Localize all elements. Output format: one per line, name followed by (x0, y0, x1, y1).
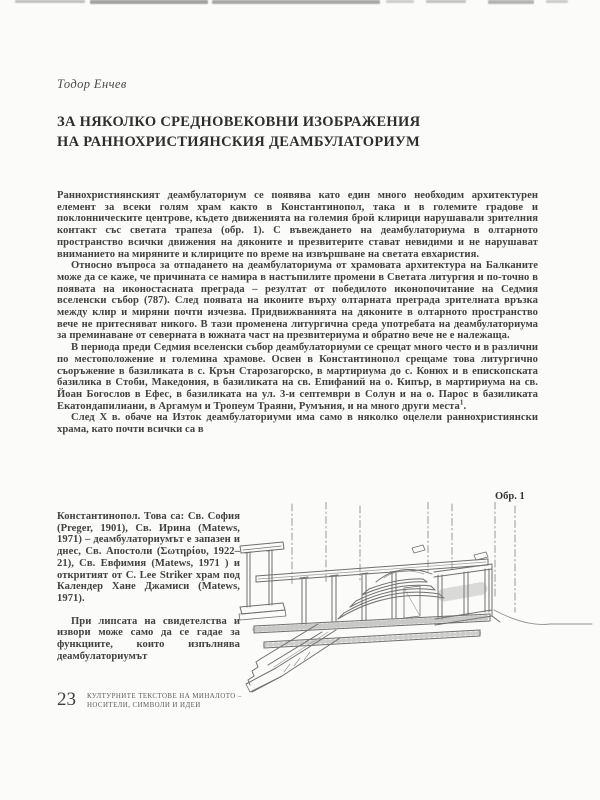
title-line-1: ЗА НЯКОЛКО СРЕДНОВЕКОВНИ ИЗОБРАЖЕНИЯ (57, 114, 421, 130)
page-footer (57, 690, 242, 710)
article-body (57, 190, 538, 436)
series-line-1: КУЛТУРНИТЕ ТЕКСТОВЕ НА МИНАЛОТО – (87, 693, 242, 700)
figure-caption: Обр. 1 (495, 491, 525, 502)
figure-drawing-chancel-reconstruction (238, 502, 594, 702)
left-text-column (57, 511, 240, 662)
footnote-reference: 1 (459, 398, 464, 407)
author-name: Тодор Енчев (57, 77, 127, 91)
paragraph-4-intro: След X в. обаче на Изток деамбулаториуми има само в няколко оцелели раннохристиянски храма, като почти всички са в (57, 412, 538, 436)
paragraph-3 (57, 342, 538, 412)
paragraph-2: Относно въпроса за отпадането на деамбулаториума от храмовата архитектура на Балканите може да се каже, че причината се намира в настъпилите промени в Светата литургия и по-точно в появата на иконостасната преграда – резултат от победилото иконопочитание на Седмия вселенски събор (787). След появата на иконите върху олтарната преграда зрителната връзка между клир и миряни почти изчезва. Придвижванията на дяконите в олтарното пространство вече не притесняват никого. В тази променена литургична среда употребата на деамбулаториума за преминаване от северната в южната част на презвитериума и обратно вече не е належаща. (57, 260, 538, 342)
paragraph-5: При липсата на свидетелства и извори може само да се гадае за функциите, които изпълнява деамбулаториумът (57, 615, 240, 662)
figure-1 (238, 489, 594, 699)
paragraph-3-text: В периода преди Седмия вселенски събор деамбулаториуми се срещат много често и в различни по местоположение и големина храмове. Освен в Константинопол срещаме това литургично съоръжение в базиликата в с. Крън Старозагорско, в мартириума до с. Конюх и в епископската базилика в Стоби, Македония, в базиликата на св. Епифаний на о. Кипър, в мартириума на св. Йоан Богослов в Ефес, в базиликата на ул. 3-и септември в Солун и на о. Парос в базиликата Екатондапилиани, в Аргамум и Тропеум Траяни, Румъния, и на много други места (57, 342, 538, 412)
paragraph-1: Раннохристиянският деамбулаториум се появява като един много необходим архитектурен елемент за всеки голям храм както в Константинопол, така и в големите градове и поклонническите центрове, където движенията на големия брой клирици нарушавали зрителния контакт със светата трапеза (обр. 1). С въвеждането на деамбулаториума в олтарното пространство всички движения на дяконите и презвитерите стават невидими и не нарушават вниманието на миряните и клириците по време на извършване на светата евхаристия. (57, 190, 538, 260)
page-number: 23 (57, 689, 76, 710)
series-line-2: НОСИТЕЛИ, СИМВОЛИ И ИДЕИ (87, 701, 201, 709)
paragraph-3-period: . (463, 400, 467, 412)
series-title (87, 690, 242, 710)
paragraph-4-continuation: Константинопол. Това са: Св. София (Preger, 1901), Св. Ирина (Matews, 1971) – деамбулаториумът е запазен и днес, Св. Апостоли (Σωτηρίου, 1922–21), Св. Евфимия (Matews, 1971 ) и откритият от C. Lee Striker храм под Календер Хане Джамиси (Matews, 1971). (57, 511, 240, 604)
page-title (57, 112, 420, 152)
title-line-2: НА РАННОХРИСТИЯНСКИЯ ДЕАМБУЛАТОРИУМ (57, 134, 421, 150)
